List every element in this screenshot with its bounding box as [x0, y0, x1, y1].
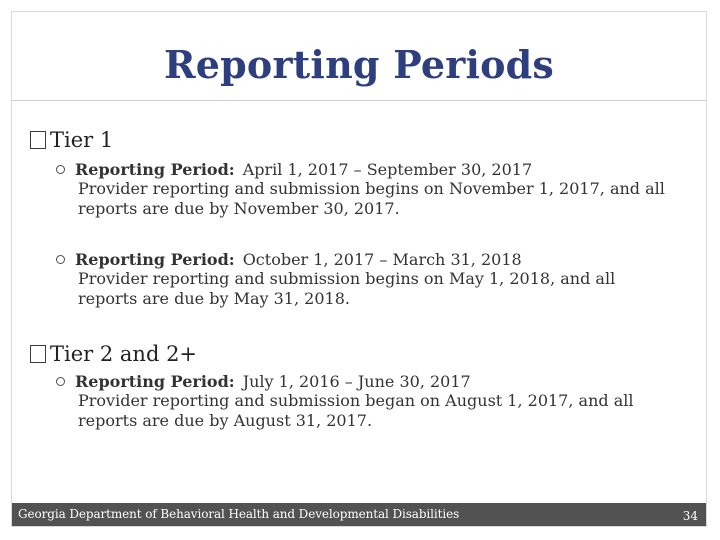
- tier-2-label: Tier 2 and 2+: [50, 342, 198, 366]
- tier-1-label: Tier 1: [50, 128, 114, 152]
- footer-bar: [12, 503, 706, 526]
- title-band: [12, 12, 706, 101]
- tier-2-heading: [30, 342, 197, 366]
- period-range: April 1, 2017 – September 30, 2017: [242, 160, 533, 179]
- circle-bullet-icon: [56, 255, 65, 264]
- period-description: Provider reporting and submission begins on November 1, 2017, and all reports are due by November 30, 2017.: [78, 179, 665, 218]
- footer-organization: Georgia Department of Behavioral Health and Developmental Disabilities: [18, 507, 460, 521]
- tier-1-heading: [30, 128, 113, 152]
- period-description: Provider reporting and submission began on August 1, 2017, and all reports are due by August 31, 2017.: [78, 391, 634, 430]
- circle-bullet-icon: [56, 377, 65, 386]
- tier-2-period-1: [56, 372, 686, 431]
- checkbox-bullet-icon: [30, 131, 46, 149]
- period-label: Reporting Period:: [75, 250, 235, 269]
- period-label: Reporting Period:: [75, 160, 235, 179]
- checkbox-bullet-icon: [30, 345, 46, 363]
- page-number: 34: [682, 509, 698, 523]
- period-description: Provider reporting and submission begins on May 1, 2018, and all reports are due by May 31, 2018.: [78, 269, 616, 308]
- period-range: October 1, 2017 – March 31, 2018: [242, 250, 522, 269]
- period-range: July 1, 2016 – June 30, 2017: [242, 372, 471, 391]
- tier-1-period-1: [56, 160, 686, 219]
- period-label: Reporting Period:: [75, 372, 235, 391]
- page-title: Reporting Periods: [163, 42, 554, 87]
- tier-1-period-2: [56, 250, 686, 309]
- circle-bullet-icon: [56, 165, 65, 174]
